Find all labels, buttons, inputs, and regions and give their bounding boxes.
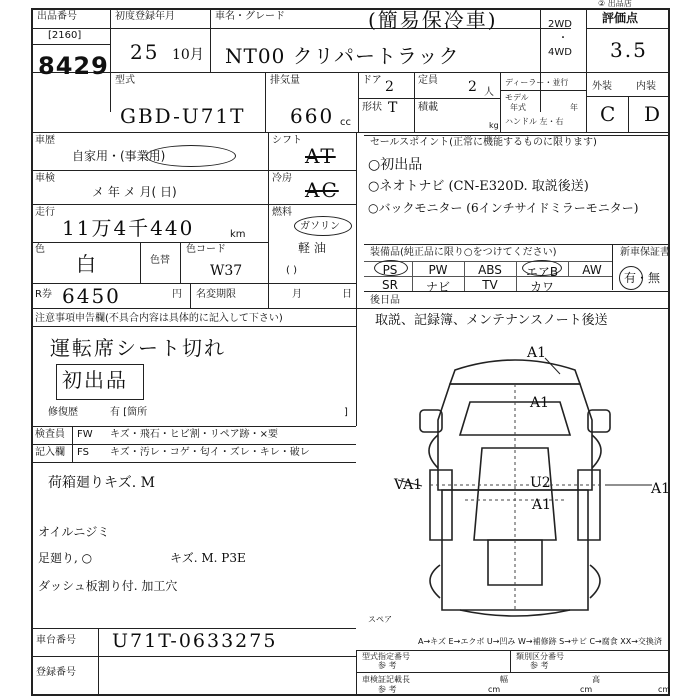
interior-grade: D <box>644 102 663 126</box>
exterior-grade: C <box>600 102 618 126</box>
inspector-label: 検査員 <box>35 429 65 440</box>
interior-label: 内装 <box>636 81 656 92</box>
repair-value: 有 [箇所 <box>110 407 148 418</box>
warranty-label: 新車保証書 <box>620 247 670 258</box>
equip-sr: SR <box>382 278 398 292</box>
capacity-value: 2 <box>468 79 477 95</box>
model-year-label: モデル <box>505 93 529 102</box>
car-name-label: 車名・グレード <box>215 11 285 22</box>
vehicle-remark: (簡易保冷車) <box>368 8 498 32</box>
documents-value: 取説、記録簿、メンテナンスノート後送 <box>375 313 608 328</box>
divider <box>364 135 670 136</box>
score-label: 評価点 <box>602 11 639 25</box>
divider <box>356 308 357 426</box>
repair-close: ] <box>344 407 348 418</box>
recycle-value: 6450 <box>62 284 121 308</box>
car-name: NT00 クリパートラック <box>225 44 460 68</box>
sales-points-label: セールスポイント(正常に機能するものに限ります) <box>370 137 597 148</box>
color-label: 色 <box>35 244 45 255</box>
model-code: GBD-U71T <box>120 104 246 128</box>
divider <box>464 261 465 291</box>
divider <box>628 96 629 132</box>
inspector-comment-5: ダッシュ板割り付. 加工穴 <box>38 579 178 593</box>
divider <box>31 204 356 205</box>
divider <box>31 308 670 309</box>
doors-label: ドア <box>362 75 382 86</box>
equipment-label: 装備品(純正品に限り○をつけてください) <box>370 247 557 258</box>
spare-label: スペア <box>368 615 392 624</box>
equip-ps: PS <box>382 263 398 277</box>
equip-navi: ナビ <box>425 280 450 294</box>
divider <box>31 72 670 73</box>
mileage-label: 走行 <box>35 207 55 218</box>
fuel-diesel: 軽 油 <box>298 241 326 255</box>
divider <box>516 261 517 291</box>
divider <box>612 244 613 290</box>
sales-point-2: ○ネオトナビ (CN-E320D. 取説後送) <box>368 179 589 194</box>
first-listing-box <box>56 364 144 400</box>
divider <box>356 650 670 651</box>
diagram-label-hood: A1 <box>530 395 550 411</box>
divider <box>358 98 500 99</box>
sales-point-1: ○初出品 <box>368 157 423 173</box>
divider <box>31 170 356 171</box>
type-cert-ref: 参 考 <box>378 661 397 670</box>
inspector-fw: FW <box>77 429 93 440</box>
drive-2wd: 2WD <box>548 19 572 30</box>
fuel-gasoline: ガソリン <box>300 221 340 232</box>
warranty-circle <box>619 266 643 290</box>
width-label: 幅 <box>500 675 508 684</box>
divider <box>72 426 73 462</box>
lot-number-label: 出品番号 <box>37 11 77 22</box>
equip-tv: TV <box>482 278 498 292</box>
divider <box>31 462 356 463</box>
divider <box>358 72 359 132</box>
score-value: 3.5 <box>610 38 648 62</box>
notes-label: 注意事項申告欄(不具合内容は具体的に記入して下さい) <box>35 313 283 324</box>
color-change-label: 色替 <box>150 255 170 266</box>
repair-label: 修復歴 <box>48 407 78 418</box>
ac-label: 冷房 <box>272 173 292 184</box>
inspector-comment-2: オイルニジミ <box>38 525 110 539</box>
inspector-comment-4: キズ. M. P3E <box>170 551 246 565</box>
divider <box>98 628 99 696</box>
top-right-label: ② 出品店 <box>598 0 632 8</box>
history-label: 車歴 <box>35 135 55 146</box>
color-code-label: 色コード <box>186 244 226 255</box>
length-unit: cm <box>488 685 501 694</box>
color-code: W37 <box>210 263 243 279</box>
divider <box>265 72 266 132</box>
diagram-label-bed: A1 <box>532 497 552 513</box>
shape-label: 形状 <box>362 102 382 113</box>
divider <box>586 8 587 132</box>
divider <box>210 8 211 72</box>
divider <box>356 650 357 696</box>
divider <box>31 656 356 657</box>
divider <box>31 628 356 629</box>
mileage-unit: km <box>230 229 246 240</box>
drive-4wd: 4WD <box>548 47 572 58</box>
divider <box>190 283 191 308</box>
divider <box>568 261 569 276</box>
registration-label: 登録番号 <box>36 667 76 678</box>
dimension-label: 車検証記載 <box>362 675 402 684</box>
year-unit: 年 <box>570 103 578 112</box>
gasoline-circle <box>294 216 352 236</box>
warranty-value: 有・無 <box>624 271 661 285</box>
first-reg-year: 25 <box>130 40 160 64</box>
divider <box>414 72 415 132</box>
tax-day: 日 <box>342 289 352 300</box>
capacity-label: 定員 <box>418 75 438 86</box>
fuel-label: 燃料 <box>272 207 292 218</box>
equip-aw: AW <box>582 263 602 277</box>
shift-value: AT <box>305 144 336 168</box>
inspector-row-1: キズ・飛石・ヒビ割・リペア跡・×要 <box>110 429 278 440</box>
divider <box>540 8 541 112</box>
doors-value: 2 <box>385 79 394 95</box>
dealer-label: ディーラー・並行 <box>505 78 569 87</box>
displacement-label: 排気量 <box>270 75 300 86</box>
width-unit: cm <box>580 685 593 694</box>
displacement-unit: cc <box>340 117 351 128</box>
chassis-label: 車台番号 <box>36 635 76 646</box>
ac-value: AC <box>305 178 339 202</box>
diagram-label-right: A1 <box>651 481 671 497</box>
sales-point-3: ○バックモニター (6インチサイドミラーモニター) <box>368 201 639 215</box>
dimension-ref: 参 考 <box>378 685 397 694</box>
divider <box>31 444 356 445</box>
recycle-label: R券 <box>35 289 52 300</box>
equip-abs: ABS <box>478 263 502 277</box>
entry-label: 記入欄 <box>35 447 65 458</box>
height-label: 高 <box>592 675 600 684</box>
tax-month: 月 <box>292 289 302 300</box>
first-reg-label: 初度登録年月 <box>115 11 175 22</box>
inspector-fs: FS <box>77 447 89 458</box>
airbag-circle <box>522 260 562 276</box>
recycle-unit: 円 <box>172 289 182 300</box>
divider <box>500 72 501 132</box>
load-unit: kg <box>489 121 499 130</box>
capacity-unit: 人 <box>484 87 494 98</box>
inspector-comment-1: 荷箱廻りキズ. M <box>48 475 155 491</box>
divider <box>364 244 670 245</box>
sub-number: [2160] <box>48 30 82 41</box>
exterior-label: 外装 <box>592 81 612 92</box>
inspector-row-2: キズ・汚レ・コゲ・匂イ・ズレ・キレ・破レ <box>110 447 310 458</box>
notes-line-1: 運転席シート切れ <box>50 336 226 360</box>
equip-pw: PW <box>428 263 448 277</box>
height-unit: cm <box>658 685 671 694</box>
divider <box>412 261 413 291</box>
divider <box>31 242 268 243</box>
divider <box>31 426 356 427</box>
divider <box>180 242 181 283</box>
divider <box>140 242 141 283</box>
business-use-circle <box>146 145 236 167</box>
year-label: 年式 <box>510 103 526 112</box>
model-label: 型式 <box>115 75 135 86</box>
divider <box>586 28 670 29</box>
tax-deadline-label: 名変期限 <box>196 289 236 300</box>
divider <box>110 8 111 112</box>
divider <box>31 132 670 133</box>
fuel-other: ( ) <box>286 265 297 276</box>
shape-value: T <box>388 100 398 116</box>
divider <box>356 672 670 673</box>
lot-number: 8429 <box>38 52 109 80</box>
divider <box>268 132 269 308</box>
chassis-value: U71T-0633275 <box>112 630 278 652</box>
class-label: 類別区分番号 <box>516 652 564 661</box>
divider <box>510 650 511 672</box>
equip-leather: カワ <box>529 280 554 294</box>
divider <box>31 44 110 45</box>
length-label: 長 <box>402 675 410 684</box>
type-cert-label: 型式指定番号 <box>362 652 410 661</box>
mileage-value: 11万4千440 <box>62 216 195 240</box>
diagram-label-front: A1 <box>527 345 547 361</box>
equip-airbag: エアB <box>525 265 559 279</box>
notes-line-2: 初出品 <box>62 368 128 392</box>
first-reg-month: 10月 <box>172 47 204 63</box>
displacement-value: 660 <box>290 104 335 128</box>
divider <box>31 326 356 327</box>
divider <box>356 132 357 308</box>
documents-label: 後日品 <box>370 295 400 306</box>
shift-label: シフト <box>272 135 302 146</box>
diagram-label-left: VA1 <box>394 477 423 493</box>
inspection-label: 車検 <box>35 173 55 184</box>
inspector-comment-3: 足廻り, ○ <box>38 551 93 565</box>
inspection-value: メ 年 メ 月( 日) <box>92 185 177 199</box>
history-value: 自家用・(事業用) <box>72 149 166 163</box>
load-label: 積載 <box>418 102 438 113</box>
ps-circle <box>374 260 408 276</box>
drive-separator: ・ <box>558 33 568 44</box>
diagram-label-roof: U2 <box>530 475 551 491</box>
handle-label: ハンドル 左・右 <box>505 117 564 126</box>
damage-legend: A→キズ E→エクボ U→凹み W→補修跡 S→サビ C→腐食 XX→交換済 <box>418 637 662 646</box>
divider <box>500 90 586 91</box>
color-value: 白 <box>76 252 98 276</box>
class-ref: 参 考 <box>530 661 549 670</box>
